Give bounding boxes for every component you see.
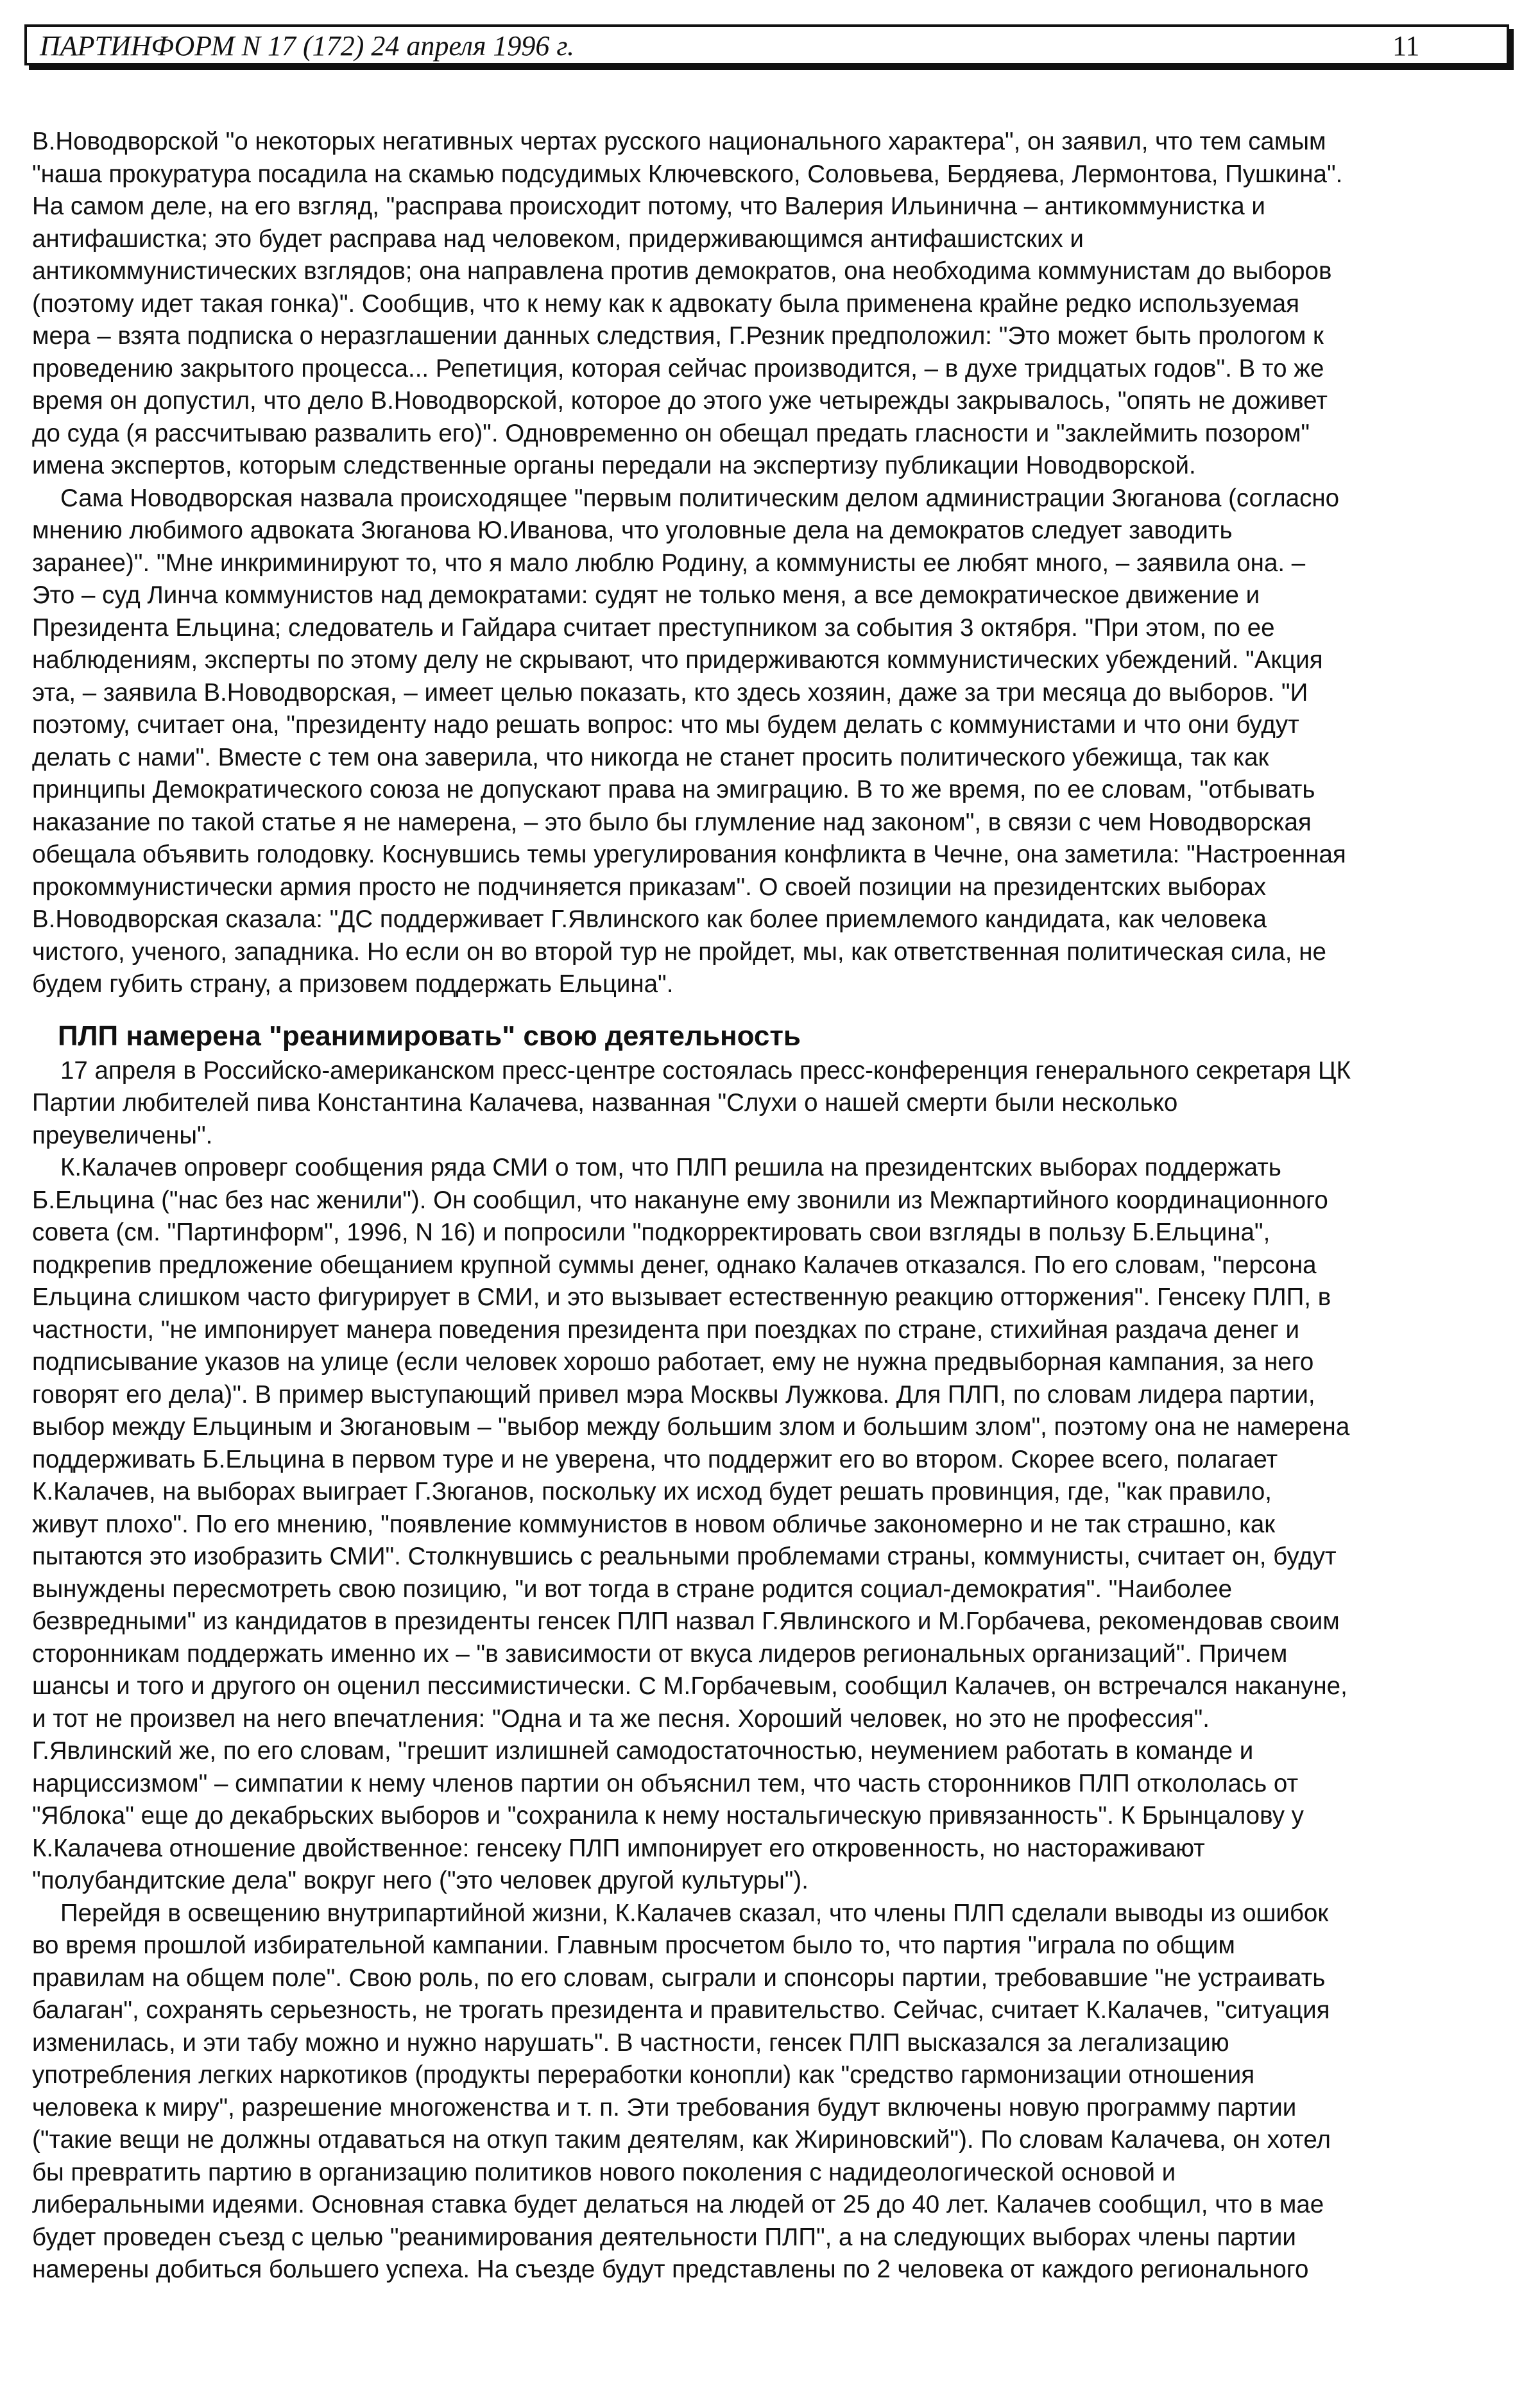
article-paragraph: 17 апреля в Российско-американском пресс-центре состоялась пресс-конференция генерального секретаря ЦК Партии любителей пива Константина Калачева, названная "Слухи о нашей смерти были несколько преувеличены".: [32, 1056, 1351, 1149]
article-paragraph: Перейдя в освещению внутрипартийной жизни, К.Калачев сказал, что члены ПЛП сделали выводы из ошибок во время прошлой избирательной кампании. Главным просчетом было то, что партия "играла по общим правилам на общем поле". Свою роль, по его словам, сыграли и спонсоры партии, требовавшие "не устраивать балаган", сохранять серьезность, не трогать президента и правительство. Сейчас, считает К.Калачев, "ситуация изменилась, и эти табу можно и нужно нарушать". В частности, генсек ПЛП высказался за легализацию употребления легких наркотиков (продукты переработки конопли) как "средство гармонизации отношения человека к миру", разрешение многоженства и т. п. Эти требования будут включены новую программу партии ("такие вещи не должны отдаваться на откуп таким деятелям, как Жириновский"). По словам Калачева, он хотел бы превратить партию в организацию политиков нового поколения с надидеологической основой и либеральными идеями. Основная ставка будет делаться на людей от 25 до 40 лет. Калачев сообщил, что в мае будет проведен съезд с целью "реанимирования деятельности ПЛП", а на следующих выборах члены партии намерены добиться большего успеха. На съезде будут представлены по 2 человека от каждого регионального: [32, 1899, 1331, 2283]
article-paragraph: В.Новодворской "о некоторых негативных чертах русского национального характера", он заявил, что тем самым "наша прокуратура посадила на скамью подсудимых Ключевского, Соловьева, Бердяева, Лермонтова, Пушкина". На самом деле, на его взгляд, "расправа происходит потому, что Валерия Ильинична – антикоммунистка и антифашистка; это будет расправа над человеком, придерживающимся антифашистских и антикоммунистических взглядов; она направлена против демократов, она необходима коммунистам до выборов (поэтому идет такая гонка)". Сообщив, что к нему как к адвокату была применена крайне редко используемая мера – взята подписка о неразглашении данных следствия, Г.Резник предположил: "Это может быть прологом к проведению закрытого процесса... Репетиция, которая сейчас производится, – в духе тридцатых годов". В то же время он допустил, что дело В.Новодворской, которое до этого уже четырежды закрывалось, "опять не доживет до суда (я рассчитываю развалить его)". Одновременно он обещал предать гласности и "заклеймить позором" имена экспертов, которым следственные органы передали на экспертизу публикации Новодворской.: [32, 128, 1343, 479]
publication-title: ПАРТИНФОРМ N 17 (172) 24 апреля 1996 г.: [40, 30, 574, 62]
page-content: [32, 126, 1505, 2286]
article-novodvorskaya-continued: [32, 126, 1505, 1001]
article-paragraph: Сама Новодворская назвала происходящее "первым политическим делом администрации Зюганова (согласно мнению любимого адвоката Зюганова Ю.Иванова, что уголовные дела на демократов следует заводить заранее)". "Мне инкриминируют то, что я мало люблю Родину, а коммунисты ее любят много, – заявила она. – Это – суд Линча коммунистов над демократами: судят не только меня, а все демократическое движение и Президента Ельцина; следователь и Гайдара считает преступником за события 3 октября. "При этом, по ее наблюдениям, эксперты по этому делу не скрывают, что придерживаются коммунистических убеждений. "Акция эта, – заявила В.Новодворская, – имеет целью показать, кто здесь хозяин, даже за три месяца до выборов. "И поэтому, считает она, "президенту надо решать вопрос: что мы будем делать с коммунистами и что они будут делать с нами". Вместе с тем она заверила, что никогда не станет просить политического убежища, так как принципы Демократического союза не допускают права на эмиграцию. В то же время, по ее словам, "отбывать наказание по такой статье я не намерена, – это было бы глумление над законом", в связи с чем Новодворская обещала объявить голодовку. Коснувшись темы урегулирования конфликта в Чечне, она заметила: "Настроенная прокоммунистически армия просто не подчиняется приказам". О своей позиции на президентских выборах В.Новодворская сказала: "ДС поддерживает Г.Явлинского как более приемлемого кандидата, как человека чистого, ученого, западника. Но если он во второй тур не пройдет, мы, как ответственная политическая сила, не будем губить страну, а призовем поддержать Ельцина".: [32, 484, 1346, 998]
page-number: 11: [1392, 30, 1420, 62]
article-headline: ПЛП намерена "реанимировать" свою деятельность: [58, 1020, 801, 1052]
article-plp: [32, 1019, 1505, 2286]
page-header: [24, 24, 1509, 65]
article-paragraph: К.Калачев опроверг сообщения ряда СМИ о том, что ПЛП решила на президентских выборах поддержать Б.Ельцина ("нас без нас женили"). Он сообщил, что накануне ему звонили из Межпартийного координационного совета (см. "Партинформ", 1996, N 16) и попросили "подкорректировать свои взгляды в пользу Б.Ельцина", подкрепив предложение обещанием крупной суммы денег, однако Калачев отказался. По его словам, "персона Ельцина слишком часто фигурирует в СМИ, и это вызывает естественную реакцию отторжения". Генсеку ПЛП, в частности, "не импонирует манера поведения президента при поездках по стране, стихийная раздача денег и подписывание указов на улице (если человек хорошо работает, ему не нужна предвыборная кампания, за него говорят его дела)". В пример выступающий привел мэра Москвы Лужкова. Для ПЛП, по словам лидера партии, выбор между Ельциным и Зюгановым – "выбор между большим злом и большим злом", поэтому она не намерена поддерживать Б.Ельцина в первом туре и не уверена, что поддержит его во втором. Скорее всего, полагает К.Калачев, на выборах выиграет Г.Зюганов, поскольку их исход будет решать провинция, где, "как правило, живут плохо". По его мнению, "появление коммунистов в новом обличье закономерно и не так страшно, как пытаются это изобразить СМИ". Столкнувшись с реальными проблемами страны, коммунисты, считает он, будут вынуждены пересмотреть свою позицию, "и вот тогда в стране родится социал-демократия". "Наиболее безвредными" из кандидатов в президенты генсек ПЛП назвал Г.Явлинского и М.Горбачева, рекомендовав своим сторонникам поддержать именно их – "в зависимости от вкуса лидеров региональных организаций". Причем шансы и того и другого он оценил пессимистически. С М.Горбачевым, сообщил Калачев, он встречался накануне, и тот не произвел на него впечатления: "Одна и та же песня. Хороший человек, но это не профессия". Г.Явлинский же, по его словам, "грешит излишней самодостаточностью, неумением работать в команде и нарциссизмом" – симпатии к нему членов партии он объяснил тем, что часть сторонников ПЛП откололась от "Яблока" еще до декабрьских выборов и "сохранила к нему ностальгическую привязанность". К Брынцалову у К.Калачева отношение двойственное: генсеку ПЛП импонирует его откровенность, но настораживают "полубандитские дела" вокруг него ("это человек другой культуры").: [32, 1154, 1350, 1894]
